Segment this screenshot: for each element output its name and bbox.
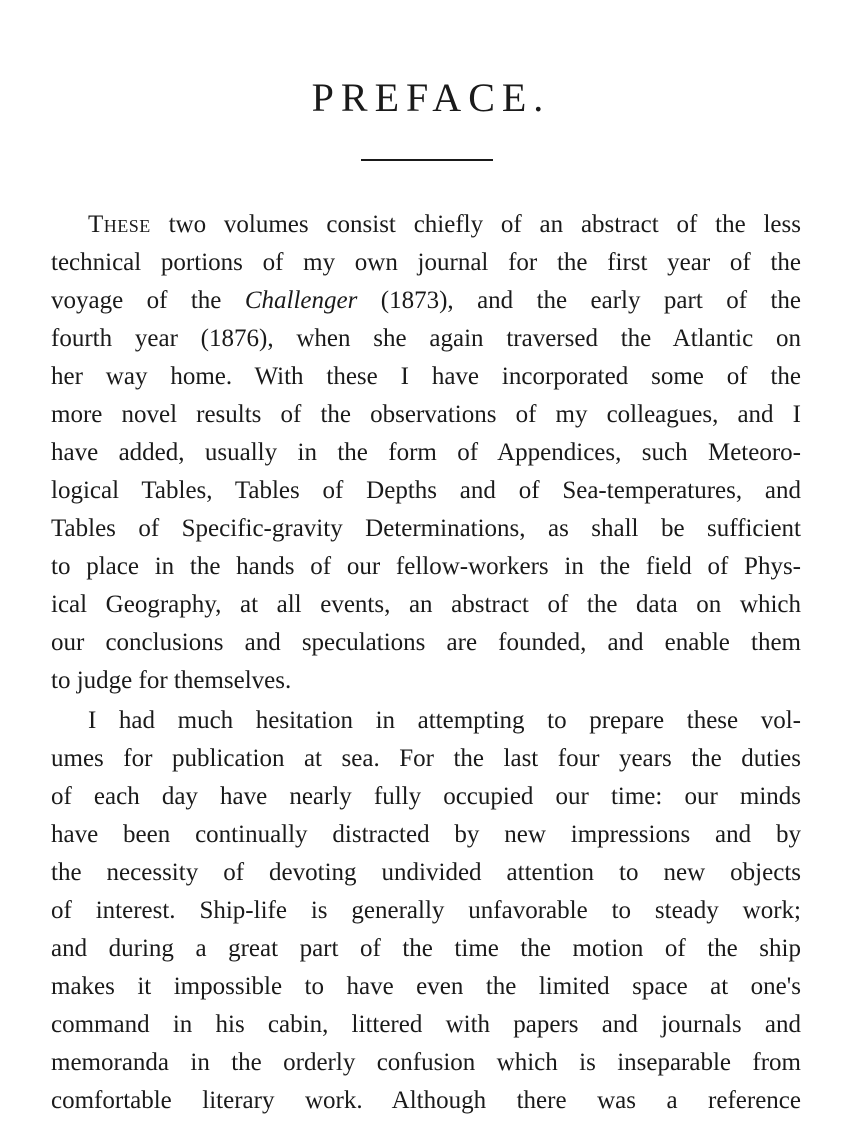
text-line: fourth year (1876), when she again traversed the Atlantic on: [51, 325, 801, 352]
text-line: our conclusions and speculations are founded, and enable them: [51, 629, 801, 656]
text-line: ical Geography, at all events, an abstract of the data on which: [51, 591, 801, 618]
text-line: of interest. Ship-life is generally unfavorable to steady work;: [51, 897, 801, 924]
text-line: [51, 282, 801, 320]
lead-word: These: [88, 211, 151, 238]
text-line: command in his cabin, littered with papers and journals and: [51, 1011, 801, 1038]
text-line: of each day have nearly fully occupied our time: our minds: [51, 783, 801, 810]
text-line: have added, usually in the form of Appendices, such Meteoro-: [51, 439, 801, 466]
line-text: voyage of the: [51, 287, 222, 314]
text-line: to judge for themselves.: [51, 667, 292, 694]
text-line: more novel results of the observations of my colleagues, and I: [51, 401, 801, 428]
text-line: her way home. With these I have incorporated some of the: [51, 363, 801, 390]
page-title: PREFACE.: [311, 75, 551, 120]
text-line: have been continually distracted by new impressions and by: [51, 821, 801, 848]
line-text: two volumes consist chiefly of an abstract of the less: [168, 211, 801, 238]
text-line: I had much hesitation in attempting to prepare these vol-: [88, 707, 801, 734]
line-text: (1873), and the early part of the: [380, 287, 801, 314]
text-line: comfortable literary work. Although there was a reference: [51, 1087, 801, 1114]
text-line: [88, 206, 801, 244]
text-line: the necessity of devoting undivided attention to new objects: [51, 859, 801, 886]
text-line: memoranda in the orderly confusion which is inseparable from: [51, 1049, 801, 1076]
text-line: Tables of Specific-gravity Determinations, as shall be sufficient: [51, 515, 801, 542]
text-line: to place in the hands of our fellow-workers in the field of Phys-: [51, 553, 801, 580]
text-line: logical Tables, Tables of Depths and of Sea-temperatures, and: [51, 477, 801, 504]
text-line: technical portions of my own journal for the first year of the: [51, 249, 801, 276]
text-line: and during a great part of the time the motion of the ship: [51, 935, 801, 962]
text-line: makes it impossible to have even the limited space at one's: [51, 973, 801, 1000]
title-rule-divider: [361, 159, 493, 161]
text-line: umes for publication at sea. For the last four years the duties: [51, 745, 801, 772]
ship-name: Challenger: [244, 287, 358, 314]
